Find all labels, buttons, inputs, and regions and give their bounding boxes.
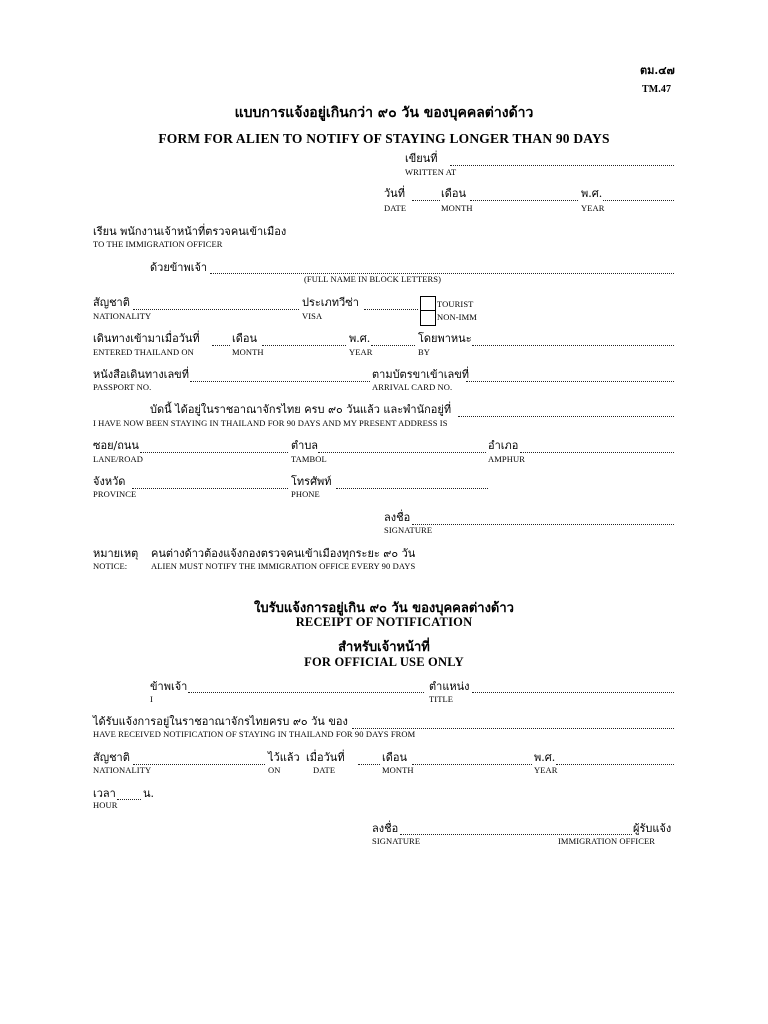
lane-label-en: LANE/ROAD [93,454,144,464]
received-label-th: ได้รับแจ้งการอยู่ในราชอาณาจักรไทยครบ ๙๐ วัน ของ [93,715,348,728]
receipt-i-label-en: I [150,694,153,704]
receipt-nationality-field[interactable] [133,764,265,765]
year-label-en: YEAR [581,203,605,213]
nationality-field[interactable] [133,309,299,310]
official-use-th: สำหรับเจ้าหน้าที่ [338,640,430,655]
signature-label-en: SIGNATURE [384,525,433,535]
amphur-label-en: AMPHUR [488,454,525,464]
by-label-en: BY [418,347,431,357]
receipt-signature-label-en: SIGNATURE [372,836,421,846]
receipt-nationality-label-en: NATIONALITY [93,765,152,775]
year-field[interactable] [603,200,674,201]
receipt-date-label-en: DATE [313,765,336,775]
written-at-field[interactable] [450,165,674,166]
receipt-year-field[interactable] [556,764,674,765]
receipt-title-th: ใบรับแจ้งการอยู่เกิน ๙๐ วัน ของบุคคลต่างด้าว [254,601,514,616]
receipt-date-field[interactable] [358,764,380,765]
statement-en: I HAVE NOW BEEN STAYING IN THAILAND FOR 90 DAYS AND MY PRESENT ADDRESS IS [93,418,448,428]
receipt-year-label-th: พ.ศ. [534,751,556,764]
officer-label-th: ผู้รับแจ้ง [633,822,672,835]
tourist-option-label: TOURIST [437,299,474,309]
received-label-en: HAVE RECEIVED NOTIFICATION OF STAYING IN THAILAND FOR 90 DAYS FROM [93,729,416,739]
receipt-signature-field[interactable] [400,834,632,835]
receipt-date-label-th: เมื่อวันที่ [306,751,345,764]
notice-text-en: ALIEN MUST NOTIFY THE IMMIGRATION OFFICE EVERY 90 DAYS [151,561,416,571]
form-code-th: ตม.๔๗ [640,64,675,77]
arrival-card-label-th: ตามบัตรขาเข้าเลขที่ [372,368,470,381]
phone-label-en: PHONE [291,489,320,499]
passport-label-th: หนังสือเดินทางเลขที่ [93,368,189,381]
month-field[interactable] [470,200,578,201]
official-use-en: FOR OFFICIAL USE ONLY [304,655,464,669]
full-name-field[interactable] [210,273,674,274]
title-en: FORM FOR ALIEN TO NOTIFY OF STAYING LONGER THAN 90 DAYS [158,131,610,146]
entered-year-field[interactable] [371,345,415,346]
province-label-en: PROVINCE [93,489,137,499]
entered-label-en: ENTERED THAILAND ON [93,347,194,357]
month-label-th: เดือน [441,187,467,200]
entered-month-label-th: เดือน [232,332,258,345]
date-field[interactable] [412,200,440,201]
entered-date-field[interactable] [212,345,230,346]
visa-label-en: VISA [302,311,323,321]
passport-field[interactable] [190,381,370,382]
hour-label-th: เวลา [93,787,116,800]
statement-th: บัดนี้ ได้อยู่ในราชอาณาจักรไทย ครบ ๙๐ วันแล้ว และพำนักอยู่ที่ [150,403,452,416]
signature-field[interactable] [412,524,674,525]
nationality-label-en: NATIONALITY [93,311,152,321]
lane-label-th: ซอย/ถนน [93,439,139,452]
tambol-field[interactable] [318,452,486,453]
receipt-month-label-en: MONTH [382,765,414,775]
year-label-th: พ.ศ. [581,187,603,200]
address-field[interactable] [458,416,674,417]
by-label-th: โดยพาหนะ [418,332,472,345]
receipt-i-label-th: ข้าพเจ้า [150,680,188,693]
receipt-month-label-th: เดือน [382,751,408,764]
form-code-en: TM.47 [642,84,672,95]
receipt-signature-label-th: ลงชื่อ [372,822,399,835]
amphur-field[interactable] [520,452,674,453]
passport-label-en: PASSPORT NO. [93,382,152,392]
phone-label-th: โทรศัพท์ [291,475,332,488]
entered-year-label-en: YEAR [349,347,373,357]
entered-year-label-th: พ.ศ. [349,332,371,345]
to-label-en: TO THE IMMIGRATION OFFICER [93,239,223,249]
receipt-title-label-en: TITLE [429,694,454,704]
receipt-title-en: RECEIPT OF NOTIFICATION [295,615,473,629]
notice-text-th: คนต่างด้าวต้องแจ้งกองตรวจคนเข้าเมืองทุกระยะ ๙๐ วัน [151,547,416,560]
receipt-title-label-th: ตำแหน่ง [429,680,470,693]
receipt-year-label-en: YEAR [534,765,558,775]
nationality-label-th: สัญชาติ [93,296,130,309]
arrival-card-field[interactable] [466,381,674,382]
to-label-th: เรียน พนักงานเจ้าหน้าที่ตรวจคนเข้าเมือง [93,225,287,238]
written-at-label-en: WRITTEN AT [405,167,457,177]
non-imm-option-label: NON-IMM [437,312,477,322]
tambol-label-th: ตำบล [291,439,319,452]
receipt-month-field[interactable] [412,764,532,765]
arrival-card-label-en: ARRIVAL CARD NO. [372,382,453,392]
amphur-label-th: อำเภอ [488,439,519,452]
month-label-en: MONTH [441,203,473,213]
entered-month-label-en: MONTH [232,347,264,357]
lane-field[interactable] [140,452,288,453]
receipt-title-field[interactable] [472,692,674,693]
province-label-th: จังหวัด [93,475,126,488]
receipt-nationality-label-th: สัญชาติ [93,751,130,764]
written-at-label-th: เขียนที่ [405,152,438,165]
date-label-th: วันที่ [384,187,405,200]
date-label-en: DATE [384,203,407,213]
province-field[interactable] [132,488,288,489]
officer-label-en: IMMIGRATION OFFICER [558,836,656,846]
name-label-en: (FULL NAME IN BLOCK LETTERS) [304,274,442,284]
phone-field[interactable] [336,488,488,489]
visa-label-th: ประเภทวีซ่า [302,296,359,309]
entered-label-th: เดินทางเข้ามาเมื่อวันที่ [93,332,200,345]
notice-label-th: หมายเหตุ [93,547,139,560]
non-imm-checkbox[interactable] [420,310,436,326]
entered-month-field[interactable] [262,345,346,346]
name-label-th: ด้วยข้าพเจ้า [150,261,208,274]
notice-label-en: NOTICE: [93,561,128,571]
hour-label-en: HOUR [93,800,118,810]
receipt-on-label-th: ไว้แล้ว [268,751,300,764]
receipt-on-label-en: ON [268,765,281,775]
by-field[interactable] [472,345,674,346]
receipt-officer-name-field[interactable] [188,692,424,693]
visa-field[interactable] [364,309,418,310]
tambol-label-en: TAMBOL [291,454,327,464]
hour-field[interactable] [117,799,141,800]
hour-unit-th: น. [143,787,155,800]
signature-label-th: ลงชื่อ [384,511,411,524]
title-th: แบบการแจ้งอยู่เกินกว่า ๙๐ วัน ของบุคคลต่างด้าว [234,105,534,121]
